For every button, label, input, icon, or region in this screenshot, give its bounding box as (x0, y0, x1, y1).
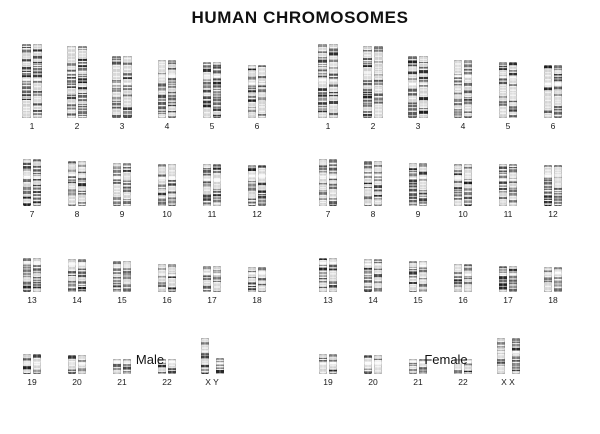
chromosome-number-label: 1 (325, 121, 331, 131)
chromosome-pair-18[interactable] (248, 267, 267, 305)
chromosome-number-label: 3 (119, 121, 125, 131)
chromosome-pair-16[interactable] (454, 264, 473, 305)
chromatid-3-2 (123, 56, 132, 118)
chromosome-number-label: 12 (252, 209, 262, 219)
chromatid-1-2 (33, 44, 42, 118)
chromatid-13-2 (329, 258, 337, 292)
chromatid-4-1 (158, 60, 166, 118)
chromosome-pair-1[interactable] (318, 44, 339, 131)
chromatid-17-2 (213, 266, 221, 292)
chromosome-pair-12[interactable] (248, 165, 267, 219)
chromosome-pair-6[interactable] (248, 65, 267, 131)
chromosome-number-label: 19 (323, 377, 333, 387)
chromatid-14-2 (78, 259, 86, 292)
chromatid-13-2 (33, 258, 41, 292)
chromosome-row-1 (304, 48, 588, 132)
chromosome-pair-17[interactable] (499, 266, 518, 305)
chromatid-1-2 (329, 44, 338, 118)
chromosome-pair-14[interactable] (364, 259, 383, 305)
chromatid-6-1 (544, 65, 552, 118)
chromatid-5-1 (499, 62, 507, 118)
chromosome-pair-2[interactable] (67, 46, 88, 131)
chromosome-number-label: 10 (458, 209, 468, 219)
chromatid-4-2 (168, 60, 176, 118)
chromosome-pair-4[interactable] (454, 60, 473, 131)
chromatid-11-2 (213, 164, 221, 206)
chromatid-5-2 (509, 62, 517, 118)
chromosome-number-label: 4 (164, 121, 170, 131)
chromosome-row-3 (8, 222, 292, 306)
chromatid-9-2 (419, 163, 427, 206)
chromosome-number-label: 4 (460, 121, 466, 131)
chromatid-8-1 (364, 161, 372, 206)
chromatid-13-1 (319, 258, 327, 292)
chromosome-row-4 (304, 304, 588, 388)
chromatid-3-1 (408, 56, 417, 118)
chromatid-16-1 (158, 264, 166, 292)
chromosome-number-label: 20 (368, 377, 378, 387)
chromatid-9-1 (113, 163, 121, 206)
chromosome-number-label: 1 (29, 121, 35, 131)
chromosome-number-label: 3 (415, 121, 421, 131)
panel-label-female: Female (424, 352, 468, 367)
chromatid-12-2 (258, 165, 266, 206)
chromatid-10-1 (158, 164, 166, 206)
chromosome-number-label: 21 (413, 377, 423, 387)
chromosome-pair-17[interactable] (203, 266, 222, 305)
chromosome-pair-9[interactable] (113, 163, 132, 219)
chromatid-2-2 (374, 46, 383, 118)
chromatid-18-2 (554, 267, 562, 292)
chromosome-number-label: 7 (29, 209, 35, 219)
chromatid-4-2 (464, 60, 472, 118)
chromatid-8-2 (78, 161, 86, 206)
chromatid-2-1 (363, 46, 372, 118)
chromosome-number-label: 14 (368, 295, 378, 305)
chromosome-pair-7[interactable] (23, 159, 42, 219)
chromosome-pair-6[interactable] (544, 65, 563, 131)
chromosome-number-label: 6 (550, 121, 556, 131)
chromatid-14-2 (374, 259, 382, 292)
karyotype-panel-female (304, 48, 588, 388)
chromosome-pair-11[interactable] (203, 164, 222, 219)
chromatid-18-1 (248, 267, 256, 292)
chromosome-pair-13[interactable] (23, 258, 42, 305)
chromatid-12-2 (554, 165, 562, 206)
chromosome-number-label: 22 (162, 377, 172, 387)
chromatid-10-1 (454, 164, 462, 206)
chromosome-number-label: 19 (27, 377, 37, 387)
chromosome-number-label: 6 (254, 121, 260, 131)
chromatid-12-1 (248, 165, 256, 206)
chromosome-number-label: 13 (323, 295, 333, 305)
chromosome-pair-1[interactable] (22, 44, 43, 131)
chromatid-18-1 (544, 267, 552, 292)
chromatid-6-2 (554, 65, 562, 118)
chromatid-8-1 (68, 161, 76, 206)
chromosome-number-label: 7 (325, 209, 331, 219)
chromosome-number-label: 20 (72, 377, 82, 387)
chromosome-pair-8[interactable] (68, 161, 87, 219)
chromatid-12-1 (544, 165, 552, 206)
chromosome-number-label: 22 (458, 377, 468, 387)
chromosome-pair-13[interactable] (319, 258, 338, 305)
chromosome-number-label: 5 (209, 121, 215, 131)
chromatid-7-1 (23, 159, 31, 206)
chromatid-13-1 (23, 258, 31, 292)
chromatid-2-1 (67, 46, 76, 118)
chromosome-number-label: 16 (458, 295, 468, 305)
chromatid-5-2 (213, 62, 221, 118)
chromosome-number-label: 11 (207, 209, 217, 219)
chromosome-pair-5[interactable] (499, 62, 518, 131)
chromatid-2-2 (78, 46, 87, 118)
chromatid-6-1 (248, 65, 256, 118)
chromosome-pair-8[interactable] (364, 161, 383, 219)
chromatid-15-1 (409, 261, 417, 292)
chromosome-pair-3[interactable] (112, 56, 133, 131)
chromatid-7-1 (319, 159, 327, 206)
chromosome-pair-11[interactable] (499, 164, 518, 219)
chromosome-number-label: 8 (74, 209, 80, 219)
page-title: HUMAN CHROMOSOMES (191, 8, 409, 27)
chromatid-8-2 (374, 161, 382, 206)
chromosome-number-label: X Y (205, 377, 219, 387)
chromatid-15-1 (113, 261, 121, 292)
chromosome-number-label: 8 (370, 209, 376, 219)
chromosome-number-label: 9 (415, 209, 421, 219)
chromosome-pair-7[interactable] (319, 159, 338, 219)
chromatid-4-1 (454, 60, 462, 118)
chromosome-pair-14[interactable] (68, 259, 87, 305)
chromosome-row-2 (304, 136, 588, 220)
chromatid-17-1 (499, 266, 507, 292)
panel-label-male: Male (135, 352, 165, 367)
chromatid-9-1 (409, 163, 417, 206)
chromatid-6-2 (258, 65, 266, 118)
chromatid-11-2 (509, 164, 517, 206)
chromatid-3-1 (112, 56, 121, 118)
chromatid-3-2 (419, 56, 428, 118)
chromatid-9-2 (123, 163, 131, 206)
chromatid-18-2 (258, 267, 266, 292)
chromosome-number-label: 15 (117, 295, 127, 305)
chromosome-row-2 (8, 136, 292, 220)
chromatid-5-1 (203, 62, 211, 118)
chromatid-17-2 (509, 266, 517, 292)
chromatid-11-1 (499, 164, 507, 206)
chromosome-pair-12[interactable] (544, 165, 563, 219)
chromosome-number-label: 15 (413, 295, 423, 305)
chromatid-17-1 (203, 266, 211, 292)
chromosome-number-label: 13 (27, 295, 37, 305)
chromosome-pair-4[interactable] (158, 60, 177, 131)
chromosome-number-label: 10 (162, 209, 172, 219)
chromatid-15-2 (419, 261, 427, 292)
chromatid-7-2 (33, 159, 41, 206)
chromosome-number-label: 11 (503, 209, 513, 219)
chromosome-number-label: 17 (503, 295, 513, 305)
chromatid-10-2 (168, 164, 176, 206)
chromosome-pair-10[interactable] (454, 164, 473, 219)
chromosome-number-label: 18 (252, 295, 262, 305)
chromatid-16-2 (464, 264, 472, 292)
chromosome-number-label: 14 (72, 295, 82, 305)
chromosome-pair-15[interactable] (113, 261, 132, 305)
chromosome-row-3 (304, 222, 588, 306)
chromosome-number-label: 16 (162, 295, 172, 305)
chromatid-16-1 (454, 264, 462, 292)
chromosome-number-label: X X (501, 377, 515, 387)
chromosome-row-1 (8, 48, 292, 132)
chromosome-row-4 (8, 304, 292, 388)
chromatid-1-1 (22, 44, 31, 118)
chromatid-16-2 (168, 264, 176, 292)
chromatid-15-2 (123, 261, 131, 292)
chromatid-7-2 (329, 159, 337, 206)
chromatid-11-1 (203, 164, 211, 206)
chromosome-pair-3[interactable] (408, 56, 429, 131)
chromosome-pair-2[interactable] (363, 46, 384, 131)
karyotype-panel-male (8, 48, 292, 388)
chromosome-number-label: 18 (548, 295, 558, 305)
chromosome-number-label: 9 (119, 209, 125, 219)
chromosome-number-label: 12 (548, 209, 558, 219)
chromosome-pair-15[interactable] (409, 261, 428, 305)
chromosome-number-label: 21 (117, 377, 127, 387)
chromosome-pair-5[interactable] (203, 62, 222, 131)
chromatid-10-2 (464, 164, 472, 206)
chromosome-number-label: 5 (505, 121, 511, 131)
chromosome-number-label: 17 (207, 295, 217, 305)
chromatid-14-1 (364, 259, 372, 292)
chromosome-number-label: 2 (370, 121, 376, 131)
chromosome-number-label: 2 (74, 121, 80, 131)
chromatid-1-1 (318, 44, 327, 118)
chromosome-pair-18[interactable] (544, 267, 563, 305)
chromosome-pair-9[interactable] (409, 163, 428, 219)
chromosome-pair-16[interactable] (158, 264, 177, 305)
chromosome-pair-10[interactable] (158, 164, 177, 219)
chromatid-14-1 (68, 259, 76, 292)
